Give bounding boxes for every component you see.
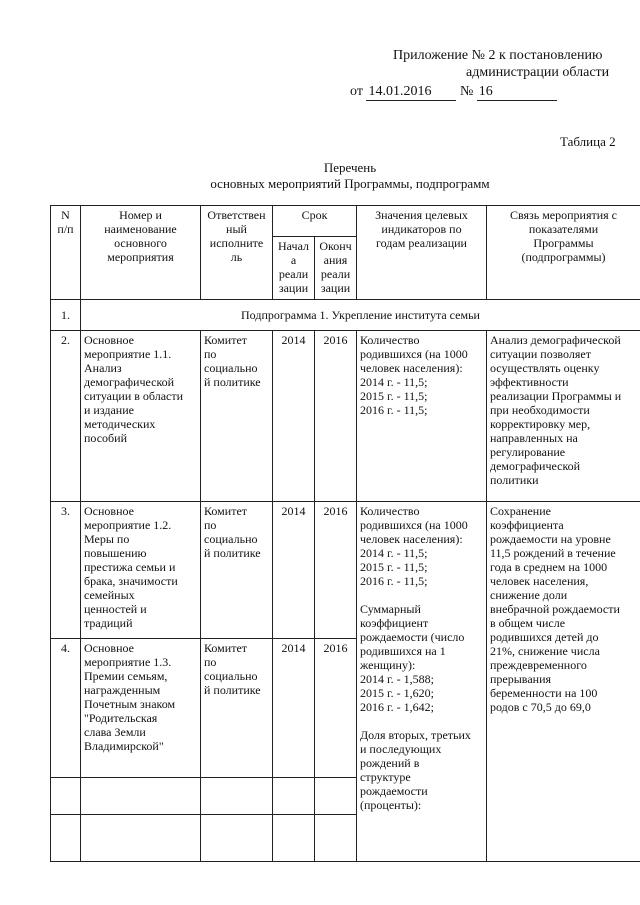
section-row [51, 300, 640, 331]
link-description: Анализ демографической ситуации позволяет осуществлять оценку эффективности реализации Программы и при необходимости корректировку мер, направленных на регулирование демографической политики [487, 331, 640, 502]
empty-cell [201, 815, 273, 862]
responsible: Комитет по социально й политике [201, 502, 273, 639]
header-date-line [350, 83, 557, 101]
decree-number: 16 [477, 83, 557, 101]
empty-cell [273, 778, 315, 815]
col-header-start: Начал а реали зации [273, 237, 315, 300]
row-num: 4. [51, 639, 81, 778]
measure-name: Основное мероприятие 1.1. Анализ демографической ситуации в области и издание методических пособий [81, 331, 201, 502]
section-title: Подпрограмма 1. Укрепление института семьи [81, 300, 640, 331]
empty-cell [51, 778, 81, 815]
table-row [51, 331, 640, 502]
table-number: Таблица 2 [560, 134, 616, 149]
empty-cell [81, 778, 201, 815]
indicators: Количество родившихся (на 1000 человек населения): 2014 г. - 11,5; 2015 г. - 11,5; 2016 г. - 11,5; Суммарный коэффициент рождаемости (число родившихся на 1 женщину): 2014 г. - 1,588; 2015 г. - 1,620; 2016 г. - 1,642; Доля вторых, третьих и последующих рождений в структуре рождаемости (проценты): [357, 502, 487, 862]
col-header-term: Срок [273, 206, 357, 237]
start-year: 2014 [273, 639, 315, 778]
indicators: Количество родившихся (на 1000 человек населения): 2014 г. - 11,5; 2015 г. - 11,5; 2016 г. - 11,5; [357, 331, 487, 502]
empty-cell [315, 778, 357, 815]
responsible: Комитет по социально й политике [201, 331, 273, 502]
section-num: 1. [51, 300, 81, 331]
from-label: от [350, 84, 363, 99]
measure-name: Основное мероприятие 1.2. Меры по повышению престижа семьи и брака, значимости семейных ценностей и традиций [81, 502, 201, 639]
start-year: 2014 [273, 331, 315, 502]
measure-name: Основное мероприятие 1.3. Премии семьям, награжденным Почетным знаком "Родительская слава Земли Владимирской" [81, 639, 201, 778]
page-subtitle: основных мероприятий Программы, подпрограмм [210, 176, 490, 191]
table-row [51, 502, 640, 639]
empty-cell [201, 778, 273, 815]
decree-date: 14.01.2016 [366, 83, 456, 101]
end-year: 2016 [315, 639, 357, 778]
empty-cell [51, 815, 81, 862]
page-title: Перечень [323, 160, 377, 175]
col-header-responsible: Ответствен ный исполните ль [201, 206, 273, 300]
empty-cell [273, 815, 315, 862]
header-line1: Приложение № 2 к постановлению [393, 48, 603, 63]
number-label: № [459, 84, 474, 99]
row-num: 2. [51, 331, 81, 502]
measures-table [50, 205, 640, 862]
row-num: 3. [51, 502, 81, 639]
empty-cell [81, 815, 201, 862]
col-header-end: Оконч ания реали зации [315, 237, 357, 300]
col-header-link: Связь мероприятия с показателями Программы (подпрограммы) [487, 206, 640, 300]
header-line2: администрации области [466, 65, 610, 80]
end-year: 2016 [315, 502, 357, 639]
responsible: Комитет по социально й политике [201, 639, 273, 778]
col-header-indicators: Значения целевых индикаторов по годам реализации [357, 206, 487, 300]
link-description: Сохранение коэффициента рождаемости на уровне 11,5 рождений в течение года в среднем на 1000 человек населения, снижение доли внебрачной рождаемости в общем числе родившихся детей до 21%, снижение числа преждевременного прерывания беременности на 100 родов с 70,5 до 69,0 [487, 502, 640, 862]
end-year: 2016 [315, 331, 357, 502]
col-header-name: Номер и наименование основного мероприятия [81, 206, 201, 300]
col-header-num: N п/п [51, 206, 81, 300]
empty-cell [315, 815, 357, 862]
start-year: 2014 [273, 502, 315, 639]
